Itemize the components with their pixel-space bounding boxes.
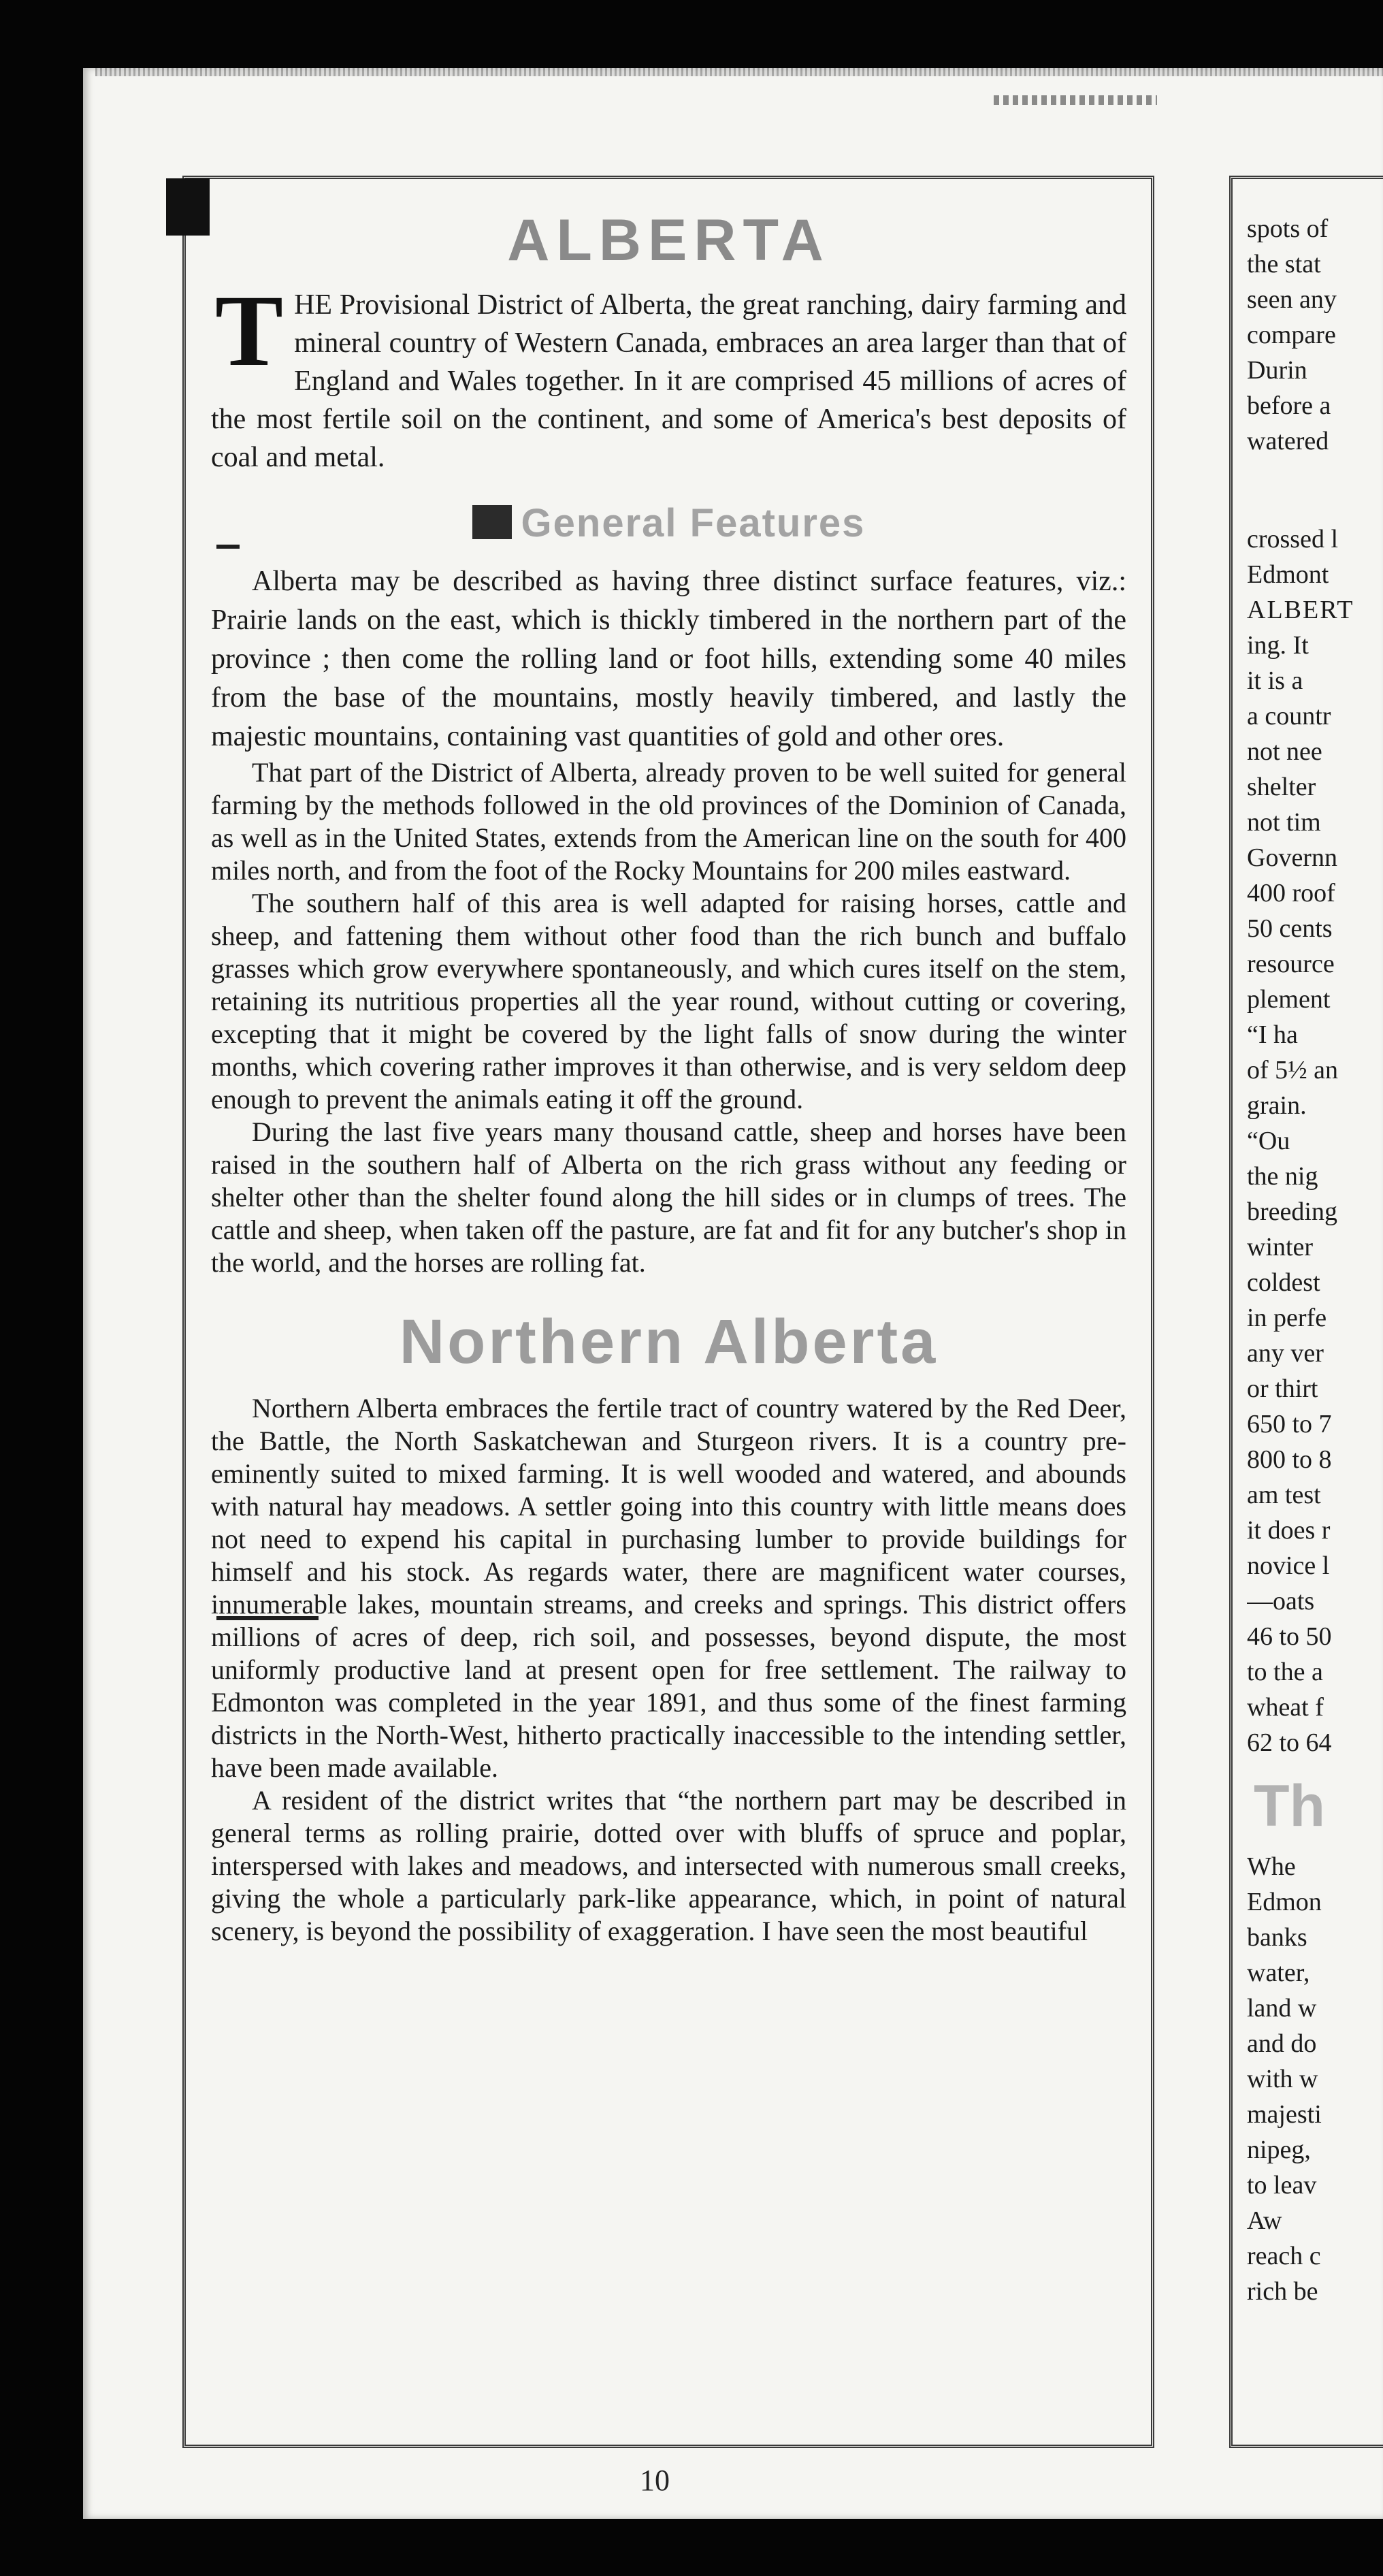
fragment-line: Whe	[1247, 1852, 1296, 1881]
fragment-line: 400 roof	[1247, 879, 1335, 907]
northern-alberta-paragraph: Northern Alberta embraces the fertile tract of country watered by the Red Deer, the Battle, the North Saskatchewan and Sturgeon rivers. It is a country pre-eminently suited to mixed farming. It is well wooded and watered, and abounds with natural hay meadows. A settler going into this country with little means does not need to expend his capital in purchasing lumber to provide buildings for himself and his stock. As regards water, there are magnificent water courses, innumerable lakes, mountain streams, and creeks and springs. This district offers millions of acres of deep, rich soil, and possesses, beyond dispute, the most uniformly productive land at present open for free settlement. The railway to Edmonton was completed in the year 1891, and thus some of the finest farming districts in the North-West, hitherto practically inaccessible to the intending settler, have been made available.	[211, 1393, 1126, 1783]
fragment-line: breeding	[1247, 1197, 1337, 1226]
fragment-line: or thirt	[1247, 1374, 1318, 1403]
fragment-line: water,	[1247, 1959, 1310, 1987]
section-heading-general-features	[211, 501, 1126, 545]
fragment-line: Edmont	[1247, 560, 1329, 589]
intro-text: HE Provisional District of Alberta, the great ranching, dairy farming and mineral country of Western Canada, embraces an area larger than that of England and Wales together. In it are comprised 45 millions of acres of the most fertile soil on the continent, and some of America's best deposits of coal and metal.	[211, 289, 1126, 473]
fragment-line: banks	[1247, 1923, 1307, 1952]
fragment-line: Durin	[1247, 356, 1307, 385]
fragment-line: it does r	[1247, 1516, 1331, 1545]
fragment-line: with w	[1247, 2065, 1318, 2093]
fragment-line: the nig	[1247, 1162, 1318, 1191]
fragment-line: —oats	[1247, 1587, 1315, 1615]
fragment-line: it is a	[1247, 666, 1303, 695]
general-features-heading: General Features	[521, 501, 866, 545]
intro-paragraph	[211, 274, 1126, 477]
fragment-line: 62 to 64	[1247, 1728, 1332, 1757]
fragment-line: “I ha	[1247, 1020, 1298, 1049]
fragment-line: coldest	[1247, 1268, 1320, 1297]
fragment-line: land w	[1247, 1994, 1317, 2023]
fragment-line: to the a	[1247, 1658, 1323, 1686]
drop-cap: T	[215, 274, 284, 387]
fragment-line: nipeg,	[1247, 2136, 1311, 2164]
fragment-line: ing. It	[1247, 631, 1309, 660]
fragment-line: a countr	[1247, 702, 1331, 730]
fragment-line: majesti	[1247, 2100, 1322, 2129]
ink-blot	[166, 178, 210, 236]
fragment-line: winter	[1247, 1233, 1314, 1261]
fragment-line: 800 to 8	[1247, 1445, 1332, 1474]
fragment-line: ALBERT	[1247, 596, 1354, 624]
fragment-line: “Ou	[1247, 1127, 1290, 1155]
general-features-paragraph: The southern half of this area is well adapted for raising horses, cattle and sheep, and fattening them without other food than the rich bunch and buffalo grasses which grow everywhere spontaneously, and which cures itself on the stem, retaining its nutritious properties all the year round, without cutting or covering, excepting that it might be covered by the light falls of snow during the winter months, which covering rather improves it than otherwise, and is very seldom deep enough to prevent the animals eating it off the ground.	[211, 888, 1126, 1114]
fragment-line: Aw	[1247, 2206, 1282, 2235]
fragment-line: shelter	[1247, 773, 1316, 801]
fragment-line: spots of	[1247, 214, 1329, 243]
fragment-line: the stat	[1247, 250, 1321, 278]
fragment-line: wheat f	[1247, 1693, 1324, 1722]
fragment-line: not nee	[1247, 737, 1322, 766]
fragment-line: watered	[1247, 427, 1329, 455]
general-features-paragraph: Alberta may be described as having three distinct surface features, viz.: Prairie lands on the east, which is thickly timbered in the northern part of the province ; then come the rolling land or foot hills, extending some 40 miles from the base of the mountains, mostly heavily timbered, and lastly the majestic mountains, containing vast quantities of gold and other ores.	[211, 566, 1126, 752]
fragment-line: am test	[1247, 1481, 1321, 1509]
fragment-line: seen any	[1247, 285, 1337, 314]
fragment-line: compare	[1247, 321, 1336, 349]
fragment-line: of 5½ an	[1247, 1056, 1339, 1084]
fragment-line: Edmon	[1247, 1888, 1322, 1916]
left-article	[211, 197, 1126, 1948]
fragment-line: grain.	[1247, 1091, 1307, 1120]
fragment-line: resource	[1247, 950, 1335, 978]
general-features-paragraph: That part of the District of Alberta, already proven to be well suited for general farming by the methods followed in the old provinces of the Dominion of Canada, as well as in the United States, extends from the American line on the south for 400 miles north, and from the foot of the Rocky Mountains for 200 miles eastward.	[211, 757, 1126, 886]
fragment-line: and do	[1247, 2029, 1317, 2058]
fragment-line: any ver	[1247, 1339, 1324, 1368]
fragment-line: before a	[1247, 391, 1331, 420]
fragment-line: crossed l	[1247, 525, 1339, 553]
fragment-line: reach c	[1247, 2242, 1321, 2270]
section-heading-northern-alberta: Northern Alberta	[399, 1307, 939, 1376]
right-column-fragment	[1247, 211, 1383, 2309]
fragment-line: not tim	[1247, 808, 1321, 837]
fragment-line: in perfe	[1247, 1304, 1327, 1332]
page-title: ALBERTA	[507, 208, 830, 273]
fragment-line: Governn	[1247, 843, 1337, 872]
general-features-paragraph: During the last five years many thousand cattle, sheep and horses have been raised in the southern half of Alberta on the rich grass without any feeding or shelter other than the shelter found along the hill sides or in clumps of trees. The cattle and sheep, when taken off the pasture, are fat and fit for any butcher's shop in the world, and the horses are rolling fat.	[211, 1116, 1126, 1278]
fragment-line: novice l	[1247, 1551, 1330, 1580]
fragment-line: 46 to 50	[1247, 1622, 1332, 1651]
northern-alberta-paragraph: A resident of the district writes that “the northern part may be described in general terms as rolling prairie, dotted over with bluffs of spruce and poplar, interspersed with lakes and meadows, and intersected with numerous small creeks, giving the whole a particularly park-like appearance, which, in point of natural scenery, is beyond the possibility of exaggeration. I have seen the most beautiful	[211, 1785, 1126, 1946]
top-smudge	[994, 95, 1157, 105]
fragment-line: to leav	[1247, 2171, 1317, 2200]
fragment-gap	[1247, 459, 1383, 521]
page-number: 10	[640, 2464, 670, 2497]
top-edge-noise	[95, 68, 1383, 76]
fragment-section-heading: Th	[1254, 1773, 1326, 1839]
fragment-line: rich be	[1247, 2277, 1318, 2306]
fragment-line: 650 to 7	[1247, 1410, 1332, 1438]
printer-mark-icon	[472, 505, 512, 539]
fragment-line: 50 cents	[1247, 914, 1333, 943]
fragment-line: plement	[1247, 985, 1331, 1014]
